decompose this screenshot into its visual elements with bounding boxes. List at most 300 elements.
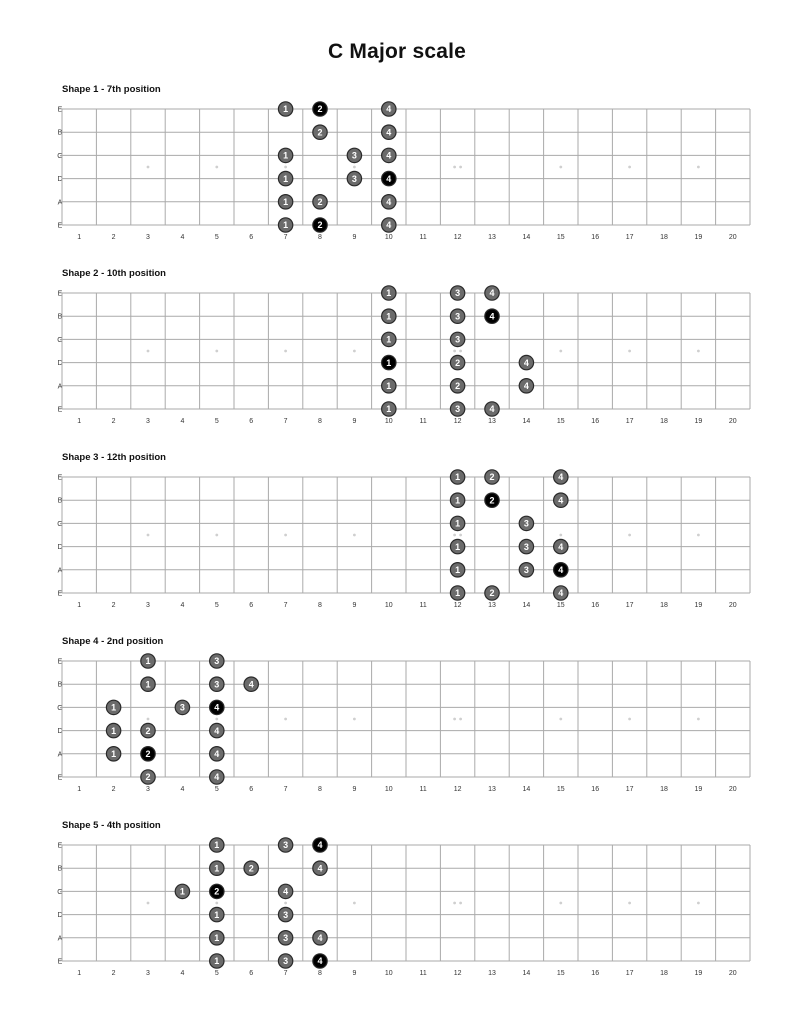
fret-number: 10: [384, 234, 393, 241]
finger-dot: [382, 195, 396, 209]
finger-dot: [210, 931, 224, 945]
fret-number: 13: [488, 234, 496, 241]
finger-number: 2: [145, 725, 151, 736]
shape-diagram-5: [0, 820, 794, 1000]
fret-number: 5: [214, 234, 219, 241]
string-label: E: [57, 958, 63, 966]
fret-number: 8: [318, 602, 322, 609]
finger-dot: [519, 563, 533, 577]
fret-number: 11: [419, 418, 427, 425]
fret-number: 18: [660, 786, 668, 793]
finger-dot: [450, 286, 464, 300]
finger-number: 1: [111, 702, 117, 713]
finger-dot: [278, 195, 292, 209]
shape-diagram-1: [0, 84, 794, 264]
fret-number: 5: [214, 970, 219, 977]
string-label: D: [57, 544, 63, 552]
fret-number: 18: [660, 418, 668, 425]
fret-marker: [284, 718, 287, 721]
root-note-dot: [313, 102, 327, 116]
page-title: C Major scale: [328, 40, 466, 63]
finger-dot: [278, 148, 292, 162]
root-note-dot: [210, 700, 224, 714]
fret-number: 9: [352, 418, 357, 425]
fret-number: 16: [591, 970, 600, 977]
finger-dot: [141, 723, 155, 737]
string-label: E: [57, 774, 63, 782]
finger-number: 4: [558, 565, 564, 575]
fret-marker: [628, 166, 631, 169]
root-note-dot: [485, 493, 499, 507]
string-label: E: [57, 106, 63, 114]
finger-number: 4: [523, 357, 529, 368]
fret-number: 12: [453, 602, 462, 609]
fret-number: 16: [591, 234, 600, 241]
fret-number: 20: [728, 234, 737, 241]
fret-number: 4: [180, 970, 185, 977]
fret-number: 20: [728, 786, 737, 793]
finger-number: 2: [145, 749, 151, 759]
fret-number: 6: [249, 970, 254, 977]
finger-dot: [519, 539, 533, 553]
fret-number: 7: [283, 602, 288, 609]
fret-marker: [697, 534, 700, 537]
fret-number: 11: [419, 786, 427, 793]
finger-number: 1: [145, 679, 151, 690]
finger-number: 2: [145, 772, 151, 783]
fret-number: 19: [694, 602, 703, 609]
finger-dot: [141, 677, 155, 691]
fret-number: 5: [214, 786, 219, 793]
fret-number: 19: [694, 786, 703, 793]
fret-number: 2: [111, 602, 116, 609]
fret-number: 10: [384, 786, 393, 793]
finger-number: 4: [248, 679, 254, 690]
fret-number: 20: [728, 970, 737, 977]
shape-diagram-3: [0, 452, 794, 632]
string-label: B: [57, 681, 63, 689]
finger-dot: [278, 954, 292, 968]
fret-number: 11: [419, 234, 427, 241]
fret-number: 3: [146, 418, 150, 425]
string-label: E: [57, 406, 63, 414]
finger-dot: [244, 677, 258, 691]
finger-dot: [382, 332, 396, 346]
finger-dot: [450, 309, 464, 323]
fret-number: 1: [77, 418, 82, 425]
finger-number: 4: [317, 956, 323, 967]
fret-number: 14: [522, 234, 531, 241]
fret-marker: [147, 166, 150, 169]
fretboard: [0, 452, 794, 632]
finger-number: 3: [523, 518, 529, 529]
fret-number: 3: [146, 234, 150, 241]
string-label: A: [57, 383, 63, 391]
finger-dot: [519, 379, 533, 393]
root-note-dot: [554, 563, 568, 577]
finger-number: 1: [386, 311, 392, 322]
fret-number: 11: [419, 602, 427, 609]
string-label: A: [57, 567, 63, 575]
fret-marker: [147, 902, 150, 905]
fret-number: 14: [522, 418, 531, 425]
finger-dot: [450, 563, 464, 577]
finger-dot: [210, 838, 224, 852]
shape-title: Shape 1 - 7th position: [62, 84, 161, 95]
fret-number: 5: [214, 602, 219, 609]
finger-number: 4: [523, 381, 529, 391]
fret-marker: [147, 534, 150, 537]
finger-number: 1: [455, 588, 461, 599]
finger-dot: [347, 148, 361, 162]
finger-dot: [382, 218, 396, 232]
finger-dot: [450, 516, 464, 530]
finger-number: 4: [214, 725, 220, 736]
finger-number: 3: [455, 288, 461, 299]
finger-dot: [382, 309, 396, 323]
finger-dot: [244, 861, 258, 875]
finger-dot: [450, 539, 464, 553]
fret-number: 19: [694, 234, 703, 241]
fret-marker: [284, 534, 287, 537]
finger-number: 2: [317, 220, 323, 231]
finger-number: 3: [179, 702, 185, 713]
finger-number: 2: [317, 127, 323, 138]
fret-number: 17: [625, 234, 634, 241]
finger-number: 4: [386, 150, 392, 161]
finger-number: 4: [558, 495, 564, 506]
finger-number: 1: [214, 909, 220, 920]
fret-marker: [353, 350, 356, 353]
finger-dot: [313, 931, 327, 945]
fret-number: 7: [283, 786, 288, 793]
fret-marker: [147, 718, 150, 721]
fret-number: 15: [556, 234, 565, 241]
fret-number: 14: [522, 786, 531, 793]
finger-number: 1: [283, 173, 289, 184]
finger-number: 4: [317, 840, 323, 851]
fretboard: [0, 820, 794, 1000]
finger-number: 1: [214, 840, 220, 851]
fret-number: 12: [453, 786, 462, 793]
fret-marker: [559, 166, 562, 169]
string-label: G: [57, 336, 63, 344]
finger-dot: [210, 654, 224, 668]
fret-number: 1: [77, 234, 82, 241]
finger-number: 4: [317, 933, 323, 943]
finger-number: 1: [386, 357, 392, 368]
finger-number: 2: [455, 357, 461, 368]
fretboard: [0, 268, 794, 448]
fret-marker: [353, 166, 356, 169]
finger-dot: [382, 148, 396, 162]
finger-number: 3: [283, 840, 289, 851]
string-label: E: [57, 290, 63, 298]
fret-number: 17: [625, 970, 634, 977]
fret-marker: [459, 902, 462, 905]
finger-number: 1: [283, 197, 289, 207]
root-note-dot: [313, 838, 327, 852]
fret-number: 15: [556, 786, 565, 793]
finger-number: 4: [386, 197, 392, 207]
fret-number: 2: [111, 234, 116, 241]
finger-dot: [141, 654, 155, 668]
finger-number: 3: [455, 404, 461, 415]
fret-marker: [215, 166, 218, 169]
fret-number: 4: [180, 234, 185, 241]
root-note-dot: [141, 747, 155, 761]
fret-number: 13: [488, 602, 496, 609]
string-label: G: [57, 152, 63, 160]
fret-number: 2: [111, 418, 116, 425]
finger-dot: [450, 470, 464, 484]
finger-dot: [141, 770, 155, 784]
fret-number: 11: [419, 970, 427, 977]
finger-dot: [485, 470, 499, 484]
fret-number: 4: [180, 602, 185, 609]
fret-marker: [697, 350, 700, 353]
string-label: G: [57, 888, 63, 896]
finger-number: 4: [558, 588, 564, 599]
finger-number: 3: [523, 565, 529, 575]
finger-number: 1: [455, 495, 461, 506]
finger-number: 1: [455, 472, 461, 483]
fret-number: 12: [453, 418, 462, 425]
root-note-dot: [313, 218, 327, 232]
finger-number: 2: [248, 863, 254, 874]
finger-number: 2: [489, 495, 495, 506]
finger-dot: [210, 861, 224, 875]
fret-marker: [697, 166, 700, 169]
finger-number: 3: [523, 541, 529, 552]
fret-marker: [284, 166, 287, 169]
finger-dot: [106, 723, 120, 737]
fret-number: 1: [77, 786, 82, 793]
finger-dot: [313, 195, 327, 209]
fret-number: 8: [318, 970, 322, 977]
fret-marker: [459, 350, 462, 353]
fret-number: 6: [249, 602, 254, 609]
finger-number: 3: [283, 956, 289, 967]
fret-marker: [284, 902, 287, 905]
finger-number: 3: [351, 150, 357, 161]
fret-number: 8: [318, 234, 322, 241]
root-note-dot: [210, 884, 224, 898]
fret-number: 1: [77, 602, 82, 609]
fret-number: 16: [591, 418, 600, 425]
fret-number: 13: [488, 970, 496, 977]
fretboard: [0, 636, 794, 816]
fret-number: 19: [694, 970, 703, 977]
fret-number: 17: [625, 786, 634, 793]
finger-dot: [278, 907, 292, 921]
string-label: A: [57, 751, 63, 759]
fret-number: 10: [384, 970, 393, 977]
finger-number: 4: [283, 886, 289, 897]
fret-number: 5: [214, 418, 219, 425]
fret-marker: [459, 534, 462, 537]
fret-number: 7: [283, 418, 288, 425]
finger-dot: [382, 402, 396, 416]
string-label: G: [57, 520, 63, 528]
finger-dot: [485, 402, 499, 416]
finger-number: 1: [386, 404, 392, 415]
finger-dot: [382, 379, 396, 393]
fret-marker: [147, 350, 150, 353]
fret-number: 6: [249, 234, 254, 241]
finger-number: 1: [386, 334, 392, 345]
fret-number: 20: [728, 418, 737, 425]
string-label: B: [57, 313, 63, 321]
fret-marker: [628, 534, 631, 537]
fret-number: 13: [488, 786, 496, 793]
string-label: D: [57, 728, 63, 736]
finger-number: 1: [455, 518, 461, 529]
finger-dot: [278, 838, 292, 852]
fret-marker: [628, 718, 631, 721]
finger-number: 4: [386, 127, 392, 138]
finger-dot: [519, 355, 533, 369]
finger-number: 1: [386, 381, 392, 391]
finger-number: 3: [214, 679, 220, 690]
fret-number: 1: [77, 970, 82, 977]
fret-number: 3: [146, 786, 150, 793]
fret-number: 13: [488, 418, 496, 425]
fret-number: 14: [522, 970, 531, 977]
string-label: D: [57, 912, 63, 920]
shape-diagram-4: [0, 636, 794, 816]
shape-title: Shape 2 - 10th position: [62, 268, 166, 279]
finger-dot: [450, 379, 464, 393]
finger-dot: [485, 586, 499, 600]
finger-dot: [554, 493, 568, 507]
fret-number: 9: [352, 786, 357, 793]
fret-number: 9: [352, 970, 357, 977]
fret-number: 14: [522, 602, 531, 609]
fret-number: 15: [556, 602, 565, 609]
finger-dot: [278, 884, 292, 898]
finger-dot: [175, 700, 189, 714]
finger-dot: [450, 402, 464, 416]
fret-number: 9: [352, 234, 357, 241]
fret-marker: [559, 350, 562, 353]
fret-marker: [559, 718, 562, 721]
string-label: E: [57, 222, 63, 230]
shape-title: Shape 4 - 2nd position: [62, 636, 164, 647]
finger-number: 4: [386, 173, 392, 184]
fret-marker: [353, 718, 356, 721]
finger-dot: [278, 931, 292, 945]
finger-number: 1: [214, 863, 220, 874]
finger-dot: [278, 102, 292, 116]
finger-dot: [519, 516, 533, 530]
fret-marker: [453, 166, 456, 169]
string-label: B: [57, 865, 63, 873]
fret-number: 17: [625, 418, 634, 425]
string-label: E: [57, 658, 63, 666]
finger-number: 4: [214, 749, 220, 759]
finger-number: 4: [558, 541, 564, 552]
fret-marker: [215, 718, 218, 721]
fret-marker: [697, 902, 700, 905]
finger-number: 4: [214, 772, 220, 783]
finger-dot: [554, 539, 568, 553]
finger-dot: [278, 218, 292, 232]
finger-dot: [382, 125, 396, 139]
fret-number: 4: [180, 786, 185, 793]
fret-number: 12: [453, 234, 462, 241]
shape-title: Shape 3 - 12th position: [62, 452, 166, 463]
finger-dot: [106, 700, 120, 714]
finger-dot: [210, 677, 224, 691]
fret-marker: [215, 902, 218, 905]
finger-number: 2: [455, 381, 461, 391]
finger-number: 3: [283, 909, 289, 920]
fret-number: 7: [283, 970, 288, 977]
finger-dot: [485, 286, 499, 300]
finger-number: 2: [489, 588, 495, 599]
finger-dot: [278, 171, 292, 185]
finger-number: 4: [386, 104, 392, 115]
finger-number: 3: [455, 311, 461, 322]
finger-dot: [450, 332, 464, 346]
root-note-dot: [382, 171, 396, 185]
string-label: B: [57, 497, 63, 505]
fret-number: 17: [625, 602, 634, 609]
finger-number: 1: [455, 565, 461, 575]
fret-number: 3: [146, 970, 150, 977]
fret-marker: [284, 350, 287, 353]
finger-number: 4: [489, 288, 495, 299]
finger-dot: [175, 884, 189, 898]
fret-number: 16: [591, 786, 600, 793]
string-label: A: [57, 935, 63, 943]
finger-number: 4: [317, 863, 323, 874]
finger-dot: [210, 907, 224, 921]
finger-dot: [450, 586, 464, 600]
finger-number: 3: [283, 933, 289, 943]
finger-dot: [313, 861, 327, 875]
finger-number: 1: [111, 725, 117, 736]
fret-marker: [559, 534, 562, 537]
fret-marker: [697, 718, 700, 721]
root-note-dot: [382, 355, 396, 369]
fret-marker: [453, 902, 456, 905]
fret-number: 3: [146, 602, 150, 609]
fret-number: 6: [249, 786, 254, 793]
fret-number: 8: [318, 786, 322, 793]
finger-dot: [313, 125, 327, 139]
finger-number: 1: [283, 220, 289, 231]
fret-marker: [453, 350, 456, 353]
string-label: B: [57, 129, 63, 137]
finger-dot: [450, 493, 464, 507]
fret-number: 15: [556, 418, 565, 425]
finger-dot: [382, 286, 396, 300]
fret-number: 15: [556, 970, 565, 977]
fret-number: 6: [249, 418, 254, 425]
fret-number: 12: [453, 970, 462, 977]
string-label: E: [57, 842, 63, 850]
fret-number: 10: [384, 418, 393, 425]
finger-number: 1: [283, 150, 289, 161]
string-label: D: [57, 360, 63, 368]
finger-dot: [210, 747, 224, 761]
finger-number: 4: [489, 404, 495, 415]
finger-dot: [210, 770, 224, 784]
finger-dot: [106, 747, 120, 761]
string-label: D: [57, 176, 63, 184]
